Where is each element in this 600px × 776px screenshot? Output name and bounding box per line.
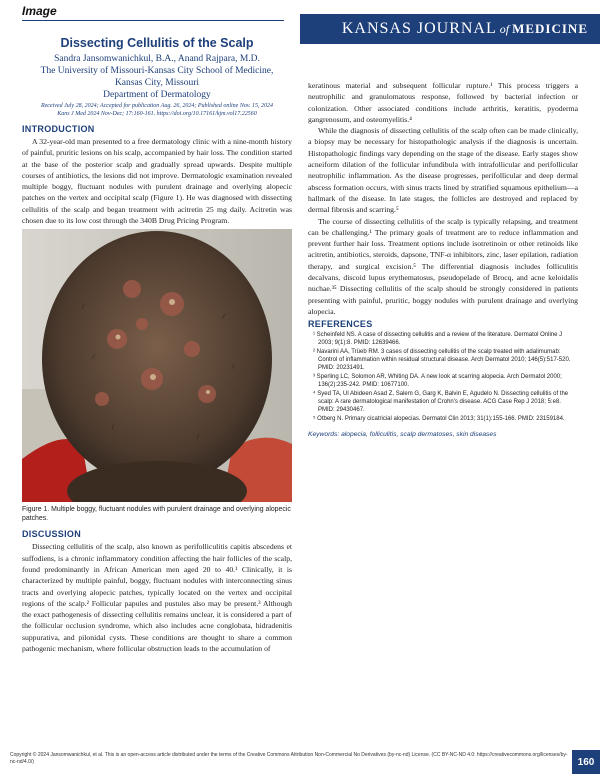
header-divider	[22, 20, 284, 21]
dates-line-1: Received July 28, 2024; Accepted for publication Aug. 26, 2024; Published online Nov. 15, 2024	[40, 103, 274, 109]
reference-item: ⁴ Syed TA, Ul Abideen Asad Z, Salem G, Garg K, Balvin E, Agudelo N. Dissecting cellulitis of the scalp: A rare dermatological manifestation of Crohn's disease. ACG Case Rep J 2018; 5:e8. PMID: 29430467.	[313, 391, 569, 414]
copyright-footer: Copyright © 2024 Jansomwanichkul, et al. This is an open-access article distributed under the terms of the Creative Commons Attribution Non-Commercial No Derivatives (by-nc-nd) License. (CC BY-NC-ND 4.0: https://creativecommons.org/licenses/by-nc-nd/4.0/)	[10, 752, 568, 765]
authors-line: Sandra Jansomwanichkul, B.A., Anand Rajpara, M.D.	[54, 54, 260, 64]
journal-name-of: of	[499, 21, 510, 36]
discussion-paragraph: Dissecting cellulitis of the scalp, also known as perifolliculitis capitis abscedens et suffodiens, is a chronic inflammatory condition affecting the hair follicles of the scalp, found predominantly in African American men aged 20 to 40.¹ Clinically, it is characterized by multiple painful, boggy, fluctuant nodules with interconnecting sinus tracts and overlying alopecic patches, typically located on the vertex and occipital regions of the scalp.² Follicular papules and pustules also may be present.³ Although the exact pathogenesis of dissecting cellulitis remains unclear, it is considered a part of the follicular occlusion syndrome, which also includes acne conglobata, hidradenitis suppurativa, and pilonidal cysts. These conditions are thought to share a common pathogenic mechanism, where follicular obstruction leads to the accumulation of	[22, 542, 292, 654]
reference-item: ³ Sperling LC, Solomon AR, Whiting DA. A new look at scarring alopecia. Arch Dermatol 2000; 136(2):235-242. PMID: 10677100.	[313, 374, 562, 389]
reference-item: ¹ Scheinfeld NS. A case of dissecting cellulitis and a review of the literature. Dermatol Online J 2003; 9(1):8. PMID: 12639466.	[313, 332, 563, 347]
intro-heading: INTRODUCTION	[22, 124, 95, 134]
page-number: 160	[572, 750, 600, 774]
section-label: Image	[22, 4, 57, 18]
keywords: Keywords: alopecia, folliculitis, scalp dermatoses, skin diseases	[308, 431, 497, 439]
article-title: Dissecting Cellulitis of the Scalp	[60, 36, 254, 50]
article-authors	[22, 53, 292, 101]
clinical-photo	[22, 229, 292, 502]
affiliation-line-1: The University of Missouri-Kansas City School of Medicine,	[40, 66, 274, 76]
discussion-heading: DISCUSSION	[22, 529, 82, 540]
references-heading: REFERENCES	[308, 319, 373, 330]
intro-paragraph: A 32-year-old man presented to a free dermatology clinic with a nine-month history of painful, pruritic lesions on his scalp, accompanied by hair loss. The condition started at the base of the posterior scalp and gradually spread upwards. Despite multiple courses of antibiotics, the lesions did not improve. Dermatologic examination revealed multiple boggy, fluctuant nodules with purulent drainage and overlying alopecic patches on the vertex and occipital scalp (Figure 1). He was diagnosed with dissecting cellulitis of the scalp and began treatment with acitretin 25 mg daily. Acitretin was chosen due to its low cost through the 340B Drug Pricing Program.	[22, 137, 292, 226]
publication-dates	[22, 103, 292, 118]
affiliation-line-2: Kansas City, Missouri	[114, 78, 200, 88]
left-column	[22, 36, 292, 654]
right-paragraph-1: keratinous material and subsequent follicular rupture.¹ This process triggers a neutrophilic and granulomatous response, followed by bacterial infection or colonization. Other associated conditions include arthritis, keratitis, pyoderma gangrenosum, and osteomyelitis.⁴	[308, 81, 578, 124]
right-paragraph-2: While the diagnosis of dissecting cellulitis of the scalp often can be made clinically, a biopsy may be necessary for histopathologic analysis if the diagnosis is uncertain. Histopathologic findings vary depending on the stage of the disease. Early stages show acneiform dilation of the follicular infundibula with intrafollicular and perifollicular neutrophilic inflammation. As the disease progresses, perifollicular and deep dermal abscess formation occurs, with sinus tracts lined by stratified squamous epithelium—a hallmark of the disease. In late stages, the follicles are destroyed and replaced by dermal fibrosis and scarring.⁵	[308, 126, 578, 215]
figure-caption: Figure 1. Multiple boggy, fluctuant nodules with purulent drainage and overlying alopecic patches.	[22, 506, 291, 523]
right-paragraph-3: The course of dissecting cellulitis of the scalp is typically relapsing, and treatment can be challenging.¹ The primary goals of treatment are to reduce inflammation and prevent further hair loss. Treatment options include isotretinoin or other retinoids like acitretin, antibiotics, steroids, dapsone, TNF-α inhibitors, zinc, laser epilation, radiation therapy, and surgical excision.⁵ The differential diagnosis includes folliculitis decalvans, discoid lupus erythematosus, pseudopelade of Brocq, and acne keloidalis nuchae.³⁵ Dissecting cellulitis of the scalp should be strongly considered in patients presenting with painful, pruritic, boggy nodules with purulent drainage and overlying alopecia.	[308, 216, 578, 316]
journal-banner	[300, 14, 600, 44]
references-section	[308, 319, 578, 423]
journal-name-medicine: MEDICINE	[512, 21, 588, 36]
affiliation-line-3: Department of Dermatology	[103, 90, 211, 100]
reference-item: ⁵ Otberg N. Primary cicatricial alopecias. Dermatol Clin 2013; 31(1):155-166. PMID: 23159184.	[313, 416, 565, 423]
scalp-photo-illustration	[22, 229, 292, 502]
dates-line-2: Kans J Med 2024 Nov-Dec; 17:160-161. https://doi.org/10.17161/kjm.vol17.22560	[57, 110, 257, 117]
right-column	[308, 80, 578, 438]
reference-item: ² Navarini AA, Trüeb RM. 3 cases of dissecting cellulitis of the scalp treated with adalimumab: Control of inflammation within residual structural disease. Arch Dermatol 2010; 146(5):517-520. PMID: 20231491.	[313, 349, 571, 372]
journal-name: KANSAS JOURNAL	[341, 20, 497, 37]
